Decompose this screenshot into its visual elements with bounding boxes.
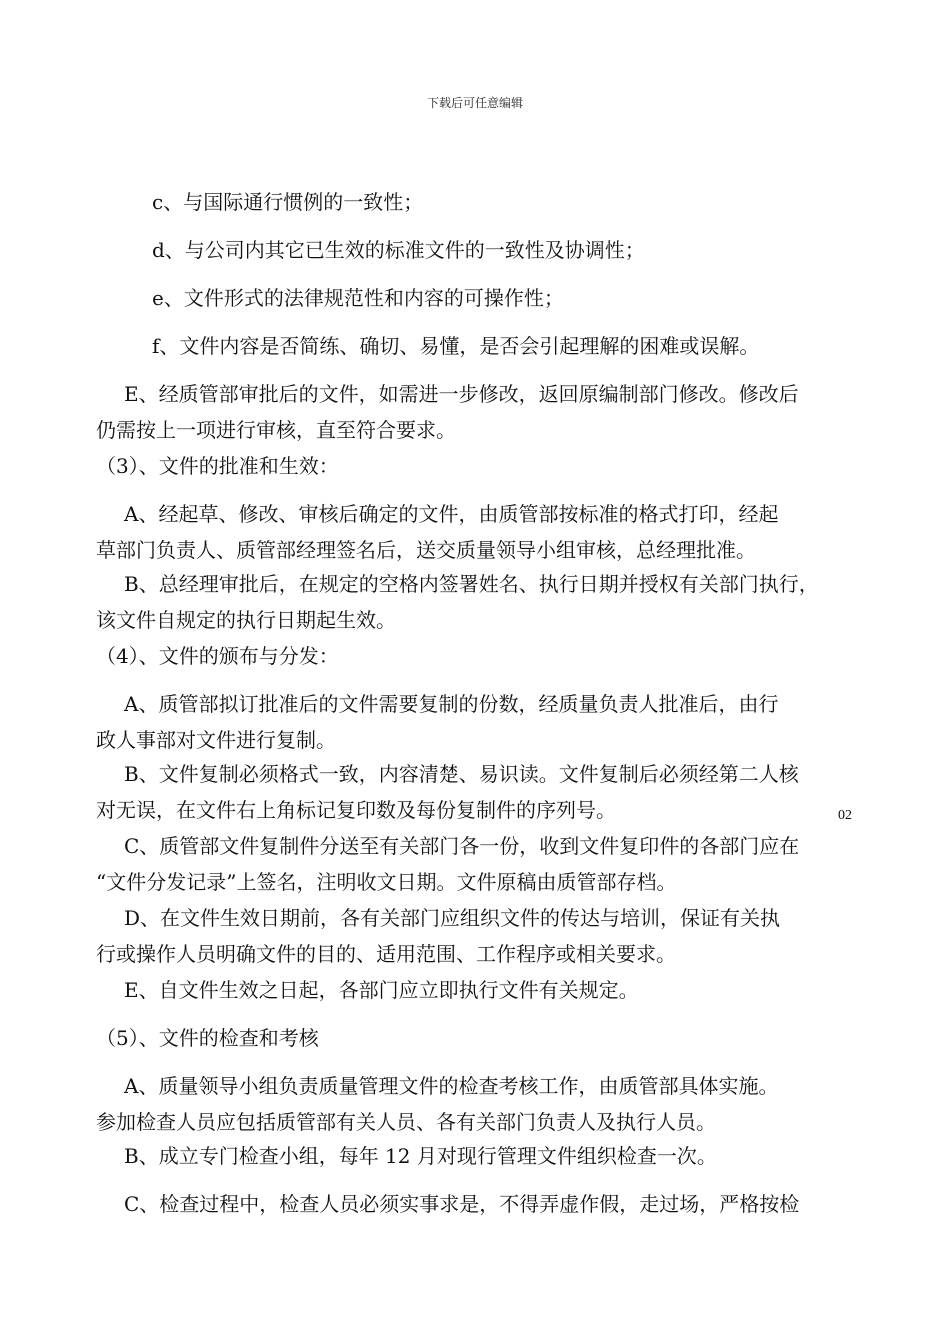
list-item-d: d、与公司内其它已生效的标准文件的一致性及协调性；: [152, 238, 645, 262]
paragraph-line: “文件分发记录”上签名，注明收文日期。文件原稿由质管部存档。: [96, 870, 677, 894]
section-heading-3: （3）、文件的批准和生效：: [96, 454, 339, 478]
paragraph-line: A、质量领导小组负责质量管理文件的检查考核工作，由质管部具体实施。: [124, 1074, 779, 1098]
paragraph-line: A、经起草、修改、审核后确定的文件，由质管部按标准的格式打印，经起: [124, 502, 779, 526]
page-number: 02: [838, 808, 852, 823]
paragraph-line: 仍需按上一项进行审核，直至符合要求。: [96, 418, 456, 442]
paragraph-line: A、质管部拟订批准后的文件需要复制的份数，经质量负责人批准后，由行: [124, 692, 779, 716]
list-item-e: e、文件形式的法律规范性和内容的可操作性；: [152, 286, 564, 310]
paragraph-line: E、经质管部审批后的文件，如需进一步修改，返回原编制部门修改。修改后: [124, 382, 799, 406]
paragraph-line: D、在文件生效日期前，各有关部门应组织文件的传达与培训，保证有关执: [124, 906, 781, 930]
paragraph-line: 对无误，在文件右上角标记复印数及每份复制件的序列号。: [96, 798, 616, 822]
paragraph-line: B、文件复制必须格式一致，内容清楚、易识读。文件复制后必须经第二人核: [124, 762, 799, 786]
paragraph-line: E、自文件生效之日起，各部门应立即执行文件有关规定。: [124, 978, 639, 1002]
paragraph-line: 该文件自规定的执行日期起生效。: [96, 608, 396, 632]
paragraph-line: 草部门负责人、质管部经理签名后，送交质量领导小组审核，总经理批准。: [96, 538, 756, 562]
paragraph-line: 参加检查人员应包括质管部有关人员、各有关部门负责人及执行人员。: [96, 1110, 716, 1134]
paragraph-line: 行或操作人员明确文件的目的、适用范围、工作程序或相关要求。: [96, 942, 676, 966]
paragraph-line: 政人事部对文件进行复制。: [96, 728, 336, 752]
page-header: 下载后可任意编辑: [426, 96, 523, 110]
list-item-c: c、与国际通行惯例的一致性；: [152, 190, 424, 214]
list-item-f: f、文件内容是否简练、确切、易懂，是否会引起理解的困难或误解。: [152, 334, 760, 358]
paragraph-line: B、成立专门检查小组，每年 12 月对现行管理文件组织检查一次。: [124, 1144, 717, 1168]
section-heading-5: （5）、文件的检查和考核: [96, 1026, 319, 1050]
paragraph-line: C、质管部文件复制件分送至有关部门各一份，收到文件复印件的各部门应在: [124, 834, 800, 858]
paragraph-line: C、检查过程中，检查人员必须实事求是，不得弄虚作假，走过场，严格按检: [124, 1192, 800, 1216]
section-heading-4: （4）、文件的颁布与分发：: [96, 644, 339, 668]
paragraph-line: B、总经理审批后，在规定的空格内签署姓名、执行日期并授权有关部门执行，: [124, 572, 819, 596]
